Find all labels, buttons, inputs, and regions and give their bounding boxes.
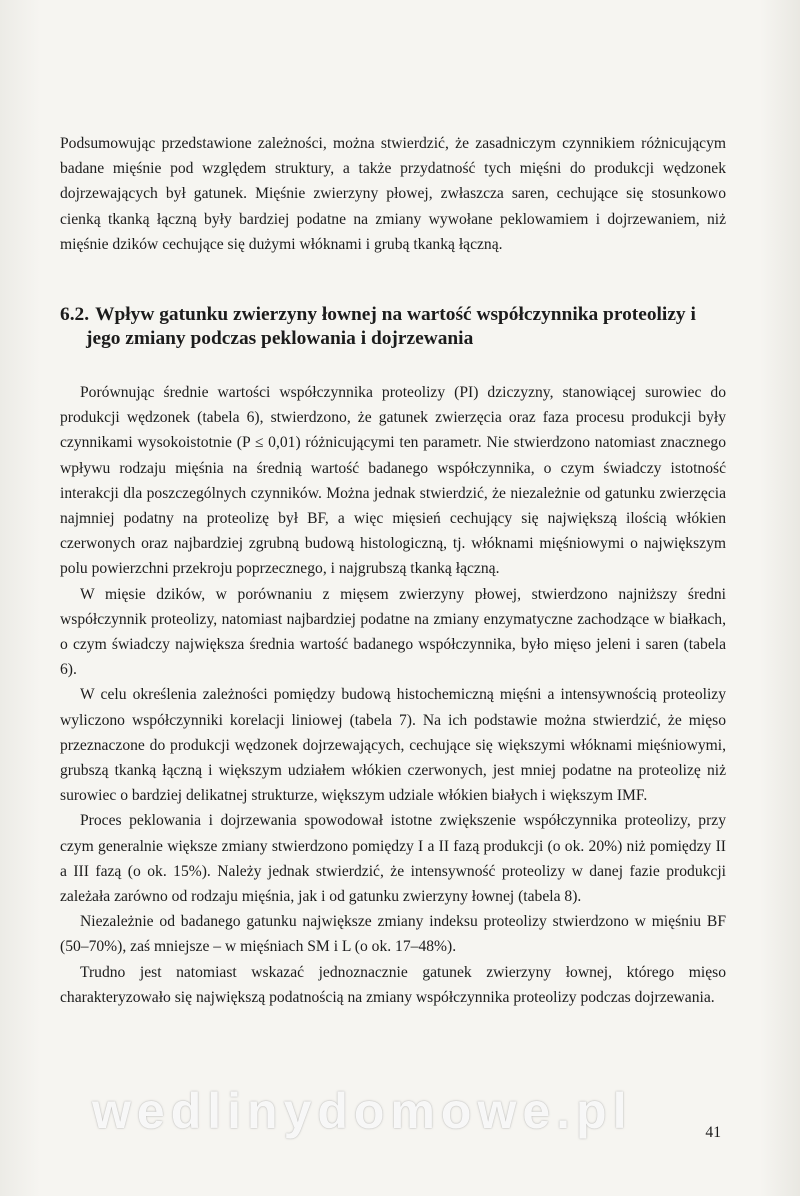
section-title: Wpływ gatunku zwierzyny łownej na wartość współczynnika proteolizy i jego zmiany podczas peklowania i dojrzewania xyxy=(86,304,696,350)
summary-paragraph: Podsumowując przedstawione zależności, można stwierdzić, że zasadniczym czynnikiem różnicującym badane mięśnie pod względem struktury, a także przydatność tych mięśni do produkcji wędzonek dojrzewających był gatunek. Mięśnie zwierzyny płowej, zwłaszcza saren, cechujące się stosunkowo cienką tkanką łączną były bardziej podatne na zmiany wywołane peklowamiem i dojrzewaniem, niż mięśnie dzików cechujące się dużymi włóknami i grubą tkanką łączną. xyxy=(60,135,726,253)
section-heading xyxy=(60,303,726,351)
paragraph-2: W mięsie dzików, w porównaniu z mięsem zwierzyny płowej, stwierdzono najniższy średni współczynnik proteolizy, natomiast najbardziej podatne na zmiany enzymatyczne zachodzące w białkach, o czym świadczy największa średnia wartość badanego współczynnika, było mięso jeleni i saren (tabela 6). xyxy=(60,585,726,679)
paragraph-4: Proces peklowania i dojrzewania spowodował istotne zwiększenie współczynnika proteolizy, przy czym generalnie większe zmiany stwierdzono pomiędzy I a II fazą produkcji (o ok. 20%) niż pomiędzy II a III fazą (o ok. 15%). Należy jednak stwierdzić, że intensywność proteolizy w danej fazie produkcji zależała zarówno od rodzaju mięśnia, jak i od gatunku zwierzyny łownej (tabela 8). xyxy=(60,812,726,906)
section-number: 6.2. xyxy=(60,304,90,326)
page-content xyxy=(60,131,726,1010)
paragraph-6: Trudno jest natomiast wskazać jednoznacznie gatunek zwierzyny łownej, którego mięso charakteryzowało się największą podatnością na zmiany współczynnika proteolizy podczas dojrzewania. xyxy=(60,963,726,1006)
page-number: 41 xyxy=(705,1124,721,1141)
watermark-text: wedlinydomowe.pl xyxy=(92,1083,633,1139)
paragraph-3: W celu określenia zależności pomiędzy budową histochemiczną mięśni a intensywnością proteolizy wyliczono współczynniki korelacji liniowej (tabela 7). Na ich podstawie można stwierdzić, że mięso przeznaczone do produkcji wędzonek dojrzewających, cechujące się większymi włóknami mięśniowymi, grubszą tkanką łączną i większym udziałem włókien czerwonych, jest mniej podatne na proteolizę niż surowiec o bardziej delikatnej strukturze, większym udziale włókien białych i większym IMF. xyxy=(60,686,726,805)
paragraph-5: Niezależnie od badanego gatunku największe zmiany indeksu proteolizy stwierdzono w mięśniu BF (50–70%), zaś mniejsze – w mięśniach SM i L (o ok. 17–48%). xyxy=(60,913,726,956)
paragraph-1: Porównując średnie wartości współczynnika proteolizy (PI) dziczyzny, stanowiącej surowiec do produkcji wędzonek (tabela 6), stwierdzono, że gatunek zwierzęcia oraz faza procesu produkcji były czynnikami wysokoistotnie (P ≤ 0,01) różnicującymi ten parametr. Nie stwierdzono natomiast znacznego wpływu rodzaju mięśnia na średnią wartość badanego współczynnika, o czym świadczy istotność interakcji dla poszczególnych czynników. Można jednak stwierdzić, że niezależnie od gatunku zwierzęcia najmniej podatny na proteolizę był BF, a więc mięsień cechujący się największą ilością włókien czerwonych oraz najbardziej zgrubną budową histologiczną, tj. włóknami mięśniowymi o największym polu powierzchni przekroju poprzecznego, i najgrubszą tkanką łączną. xyxy=(60,384,726,578)
